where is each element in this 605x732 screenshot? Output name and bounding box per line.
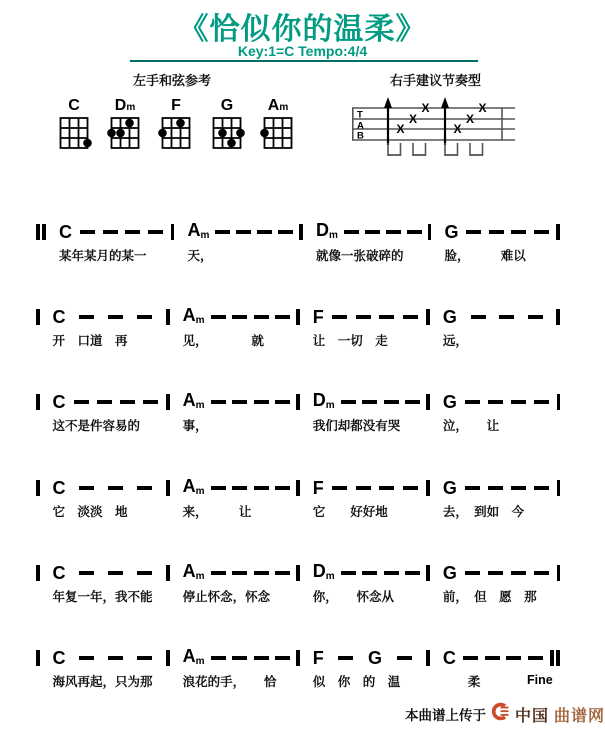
chord-symbol <box>443 564 457 582</box>
chord-quality: m <box>195 315 205 326</box>
chord-root: A <box>267 97 280 114</box>
chord-root: C <box>52 478 66 498</box>
mute-x-mark: X <box>421 101 430 115</box>
chord-root: A <box>187 220 201 240</box>
finger-dot <box>176 119 185 128</box>
chord-symbol <box>443 393 457 411</box>
measure <box>170 561 300 605</box>
fretboard-grid <box>105 115 145 155</box>
beat-dash <box>341 571 356 575</box>
beat-dash <box>499 315 514 319</box>
score-line <box>36 561 560 605</box>
beat-dash <box>528 315 543 319</box>
mute-x-mark: X <box>408 112 418 126</box>
chord-symbol <box>313 308 324 326</box>
measure <box>170 390 300 434</box>
beat-dash <box>254 571 269 575</box>
beat-dash <box>254 656 269 660</box>
lyric-text: 浪花的手， 恰 <box>182 675 277 689</box>
beat-dash <box>465 571 480 575</box>
chord-root: F <box>312 648 324 668</box>
chord-symbol <box>313 479 324 497</box>
lyric-text: 天， <box>187 249 213 263</box>
brand-name-light: 曲谱网 <box>554 707 605 725</box>
chord-root: D <box>312 390 326 410</box>
chord-root: D <box>312 561 326 581</box>
chord-root: C <box>52 392 66 412</box>
chord-row <box>300 390 430 411</box>
chord-symbol <box>53 479 66 497</box>
chord-row <box>170 476 300 497</box>
beat-dash <box>108 656 123 660</box>
chord-row <box>430 564 560 582</box>
measure <box>40 479 170 520</box>
chord-row <box>40 649 170 667</box>
chord-diagram-name <box>105 97 145 115</box>
chord-symbol <box>313 562 335 584</box>
lyric-text: 它 淡淡 地 <box>52 505 128 519</box>
chord-row <box>300 561 430 582</box>
measure <box>430 564 560 605</box>
chord-quality: m <box>325 400 335 411</box>
chord-symbol <box>183 647 205 669</box>
beat-dash <box>534 486 549 490</box>
fretboard-grid <box>258 115 298 155</box>
finger-dot <box>236 129 245 138</box>
lyric-text: 事， <box>182 419 208 433</box>
beat-dash <box>79 486 94 490</box>
measure <box>40 308 170 349</box>
measure <box>170 305 300 349</box>
measure <box>300 649 430 690</box>
chord-symbol <box>313 391 335 413</box>
beat-dash <box>232 571 247 575</box>
beat-dash <box>137 571 152 575</box>
chord-row <box>175 220 304 241</box>
finger-dot <box>107 129 116 138</box>
chord-quality: m <box>195 400 205 411</box>
mute-x-mark: X <box>465 112 475 126</box>
beat-dash <box>211 315 226 319</box>
chord-symbol <box>183 391 205 413</box>
lyric-text: 泣， 让 <box>442 419 500 433</box>
chord-root: G <box>442 307 457 327</box>
lyric-text: 这不是件容易的 <box>52 419 141 433</box>
chord-root: G <box>220 97 234 114</box>
qupu-logo-glyph <box>491 702 510 721</box>
mute-x-mark: X <box>453 122 462 136</box>
tab-letter: B <box>357 130 364 142</box>
beat-dash <box>341 400 356 404</box>
beat-dash <box>232 656 247 660</box>
beat-dash <box>362 400 377 404</box>
chord-symbol <box>316 221 338 243</box>
qupu-logo-icon <box>491 702 510 726</box>
chord-root: C <box>52 307 66 327</box>
score-line <box>36 305 560 349</box>
chord-quality: m <box>279 102 289 113</box>
lyric-text: 它 好好地 <box>312 505 388 519</box>
finger-dot <box>125 119 134 128</box>
measure <box>300 308 430 349</box>
score-line <box>36 220 560 264</box>
chord-root: A <box>182 305 196 325</box>
chord-row <box>432 223 561 241</box>
beat-dash <box>332 486 347 490</box>
chord-symbol <box>313 649 324 667</box>
beat-dash <box>211 486 226 490</box>
chord-root: C <box>442 648 456 668</box>
chord-root: A <box>182 561 196 581</box>
chord-root: C <box>52 563 66 583</box>
beat-dash <box>332 315 347 319</box>
beat-dash <box>386 230 401 234</box>
beat-dash <box>254 315 269 319</box>
barline <box>556 309 560 325</box>
beat-dash <box>148 230 163 234</box>
chord-quality: m <box>329 230 338 241</box>
chord-root: A <box>182 646 196 666</box>
chord-row <box>40 393 170 411</box>
beat-dash <box>80 230 95 234</box>
lyric-text: 似 你 的 温 <box>312 675 401 689</box>
chord-diagram-name <box>54 97 94 115</box>
beat-dash <box>384 571 399 575</box>
measure <box>170 646 300 690</box>
barline <box>557 565 561 581</box>
beat-dash <box>232 315 247 319</box>
score-line <box>36 646 560 690</box>
chord-row <box>300 479 430 497</box>
beat-dash <box>489 230 504 234</box>
barline <box>556 224 560 240</box>
chord-row <box>40 564 170 582</box>
lyric-text: 脸， 难以 <box>444 249 526 263</box>
brand-name-dark: 中国 <box>514 707 549 725</box>
barline <box>550 650 560 666</box>
beat-dash <box>403 486 418 490</box>
beat-dash <box>108 315 123 319</box>
chord-quality: m <box>126 102 136 113</box>
finger-dot <box>260 129 269 138</box>
measure <box>430 479 560 520</box>
chord-diagram-name <box>207 97 247 115</box>
chord-root: C <box>59 222 72 242</box>
chord-row <box>303 220 432 241</box>
fine-marking: Fine <box>527 673 553 687</box>
beat-dash <box>488 400 503 404</box>
chord-symbol <box>53 393 66 411</box>
chord-diagram-name <box>258 97 298 115</box>
beat-dash <box>120 400 135 404</box>
barline <box>36 224 46 240</box>
beat-dash <box>254 400 269 404</box>
chord-root: A <box>182 390 196 410</box>
fretboard-grid <box>207 115 247 155</box>
beat-dash <box>275 486 290 490</box>
lyric-text: 停止怀念，怀念 <box>182 590 271 604</box>
beat-dash <box>103 230 118 234</box>
beat-dash <box>125 230 140 234</box>
beat-dash <box>463 656 478 660</box>
chord-row <box>40 308 170 326</box>
measure <box>40 393 170 434</box>
lyric-text: 年复一年，我不能 <box>52 590 153 604</box>
chord-root: G <box>368 648 383 668</box>
beat-dash <box>384 400 399 404</box>
lyric-text: 海风再起，只为那 <box>52 675 153 689</box>
beat-dash <box>137 486 152 490</box>
beat-dash <box>511 571 526 575</box>
beat-dash <box>236 230 251 234</box>
beat-dash <box>397 656 412 660</box>
rhythm-pattern-staff <box>350 96 520 173</box>
measure <box>175 220 304 264</box>
chord-quality: m <box>325 571 335 582</box>
left-hand-chords-label: 左手和弦参考 <box>133 73 212 88</box>
beat-dash <box>79 571 94 575</box>
chord-row <box>40 479 170 497</box>
chord-diagram <box>105 97 145 160</box>
lyric-text: 柔 <box>442 675 481 689</box>
beat-dash <box>471 315 486 319</box>
measure <box>303 220 432 264</box>
chord-quality: m <box>200 230 210 241</box>
beat-dash <box>211 400 226 404</box>
measure <box>300 479 430 520</box>
chord-quality: m <box>195 656 205 667</box>
beat-dash <box>254 486 269 490</box>
chord-symbol <box>59 223 72 241</box>
beat-dash <box>338 656 353 660</box>
beat-dash <box>97 400 112 404</box>
score-line <box>36 476 560 520</box>
chord-diagram <box>258 97 298 160</box>
beat-dash <box>403 315 418 319</box>
chord-root: F <box>171 97 181 114</box>
chord-row <box>46 223 175 241</box>
chord-symbol <box>445 223 459 241</box>
chord-symbol <box>53 564 66 582</box>
measure <box>40 649 170 690</box>
beat-dash <box>362 571 377 575</box>
measure <box>430 308 560 349</box>
beat-dash <box>405 400 420 404</box>
chord-row <box>430 393 560 411</box>
chord-row <box>170 646 300 667</box>
beat-dash <box>506 656 521 660</box>
chord-symbol <box>188 221 210 243</box>
up-strum-arrowhead <box>384 97 392 108</box>
beat-dash <box>534 571 549 575</box>
chord-symbol <box>368 649 382 667</box>
beat-dash <box>143 400 158 404</box>
chord-symbol <box>443 308 457 326</box>
chord-symbol <box>443 649 456 667</box>
mute-x-mark: X <box>478 101 487 115</box>
beat-dash <box>511 230 526 234</box>
beat-dash <box>488 571 503 575</box>
score-line <box>36 390 560 434</box>
beat-dash <box>137 656 152 660</box>
chord-diagram-name <box>156 97 196 115</box>
chord-row <box>430 649 560 667</box>
lyric-text: 来， 让 <box>182 505 252 519</box>
chord-diagram <box>156 97 196 160</box>
key-tempo-label: Key:1=C Tempo:4/4 <box>237 43 368 59</box>
chord-symbol <box>443 479 457 497</box>
mute-x-mark: X <box>396 122 405 136</box>
measure <box>170 476 300 520</box>
beat-dash <box>356 486 371 490</box>
beat-dash <box>379 486 394 490</box>
chord-symbol <box>183 562 205 584</box>
chord-root: A <box>182 476 196 496</box>
chord-root: F <box>312 478 324 498</box>
lyric-text: 远， <box>442 334 468 348</box>
chord-quality: m <box>195 486 205 497</box>
chord-row <box>170 390 300 411</box>
beat-dash <box>405 571 420 575</box>
chord-root: G <box>442 563 457 583</box>
beat-dash <box>275 315 290 319</box>
finger-dot <box>158 129 167 138</box>
finger-dot <box>116 129 125 138</box>
lyric-text: 某年某月的某一 <box>59 249 147 263</box>
chord-symbol <box>183 306 205 328</box>
lyric-text: 让 一切 走 <box>312 334 388 348</box>
page-title: 《恰似你的温柔》 <box>178 13 427 46</box>
beat-dash <box>211 571 226 575</box>
chord-symbol <box>53 308 66 326</box>
tab-letter: A <box>357 120 364 132</box>
beat-dash <box>465 400 480 404</box>
beat-dash <box>534 400 549 404</box>
chord-diagram <box>207 97 247 160</box>
beat-dash <box>534 230 549 234</box>
chord-symbol <box>183 477 205 499</box>
beat-dash <box>108 486 123 490</box>
beat-dash <box>108 571 123 575</box>
chord-root: G <box>442 392 457 412</box>
beat-dash <box>379 315 394 319</box>
lyric-text: 就像一张破碎的 <box>316 249 404 263</box>
chord-root: C <box>68 97 80 114</box>
barline <box>557 394 561 410</box>
beat-dash <box>528 656 543 660</box>
chord-row <box>430 479 560 497</box>
open-barline <box>36 223 46 241</box>
measure <box>300 390 430 434</box>
measure <box>46 223 175 264</box>
chord-root: G <box>442 478 457 498</box>
chord-row <box>300 308 430 326</box>
uploaded-by-label: 本曲谱上传于 <box>405 708 486 723</box>
header-divider <box>130 60 478 62</box>
beat-dash <box>407 230 422 234</box>
chord-root: G <box>444 222 459 242</box>
beat-dash <box>465 486 480 490</box>
beat-dash <box>466 230 481 234</box>
beat-dash <box>278 230 293 234</box>
fretboard-grid <box>156 115 196 155</box>
chord-row <box>430 308 560 326</box>
beat-dash <box>215 230 230 234</box>
up-strum-arrowhead <box>441 97 449 108</box>
chord-root: C <box>52 648 66 668</box>
beat-dash <box>137 315 152 319</box>
beat-dash <box>275 400 290 404</box>
lyric-text: 你， 怀念从 <box>312 590 395 604</box>
measure <box>300 561 430 605</box>
chord-root: F <box>312 307 324 327</box>
footer <box>405 702 605 726</box>
beat-dash <box>74 400 89 404</box>
lyric-text: 去， 到如 今 <box>442 505 525 519</box>
chord-quality: m <box>195 571 205 582</box>
chord-root: D <box>316 220 329 240</box>
finger-dot <box>218 129 227 138</box>
beat-dash <box>344 230 359 234</box>
lyric-text: 我们却都没有哭 <box>312 419 401 433</box>
beat-dash <box>365 230 380 234</box>
beat-dash <box>257 230 272 234</box>
chord-diagram <box>54 97 94 160</box>
measure <box>430 393 560 434</box>
lyric-text: 开 口道 再 <box>52 334 128 348</box>
chord-row <box>170 561 300 582</box>
chord-root: D <box>114 97 127 114</box>
measure <box>432 223 561 264</box>
beat-dash <box>275 656 290 660</box>
beat-dash <box>488 486 503 490</box>
chord-row <box>300 649 430 667</box>
fretboard-grid <box>54 115 94 155</box>
measure <box>40 564 170 605</box>
beat-dash <box>511 400 526 404</box>
tab-staff <box>350 96 520 168</box>
lyric-text: 前， 但 愿 那 <box>442 590 537 604</box>
right-hand-rhythm-label: 右手建议节奏型 <box>390 73 482 88</box>
chord-row <box>170 305 300 326</box>
finger-dot <box>227 139 236 148</box>
beat-dash <box>79 315 94 319</box>
beat-dash <box>232 400 247 404</box>
beat-dash <box>511 486 526 490</box>
barline <box>557 480 561 496</box>
finger-dot <box>83 139 92 148</box>
beat-dash <box>275 571 290 575</box>
beat-dash <box>211 656 226 660</box>
chord-symbol <box>53 649 66 667</box>
beat-dash <box>79 656 94 660</box>
tab-letter: T <box>357 109 363 121</box>
chord-reference-panel <box>54 97 309 160</box>
beat-dash <box>485 656 500 660</box>
beat-dash <box>232 486 247 490</box>
beat-dash <box>356 315 371 319</box>
lyric-text: 见， 就 <box>182 334 264 348</box>
